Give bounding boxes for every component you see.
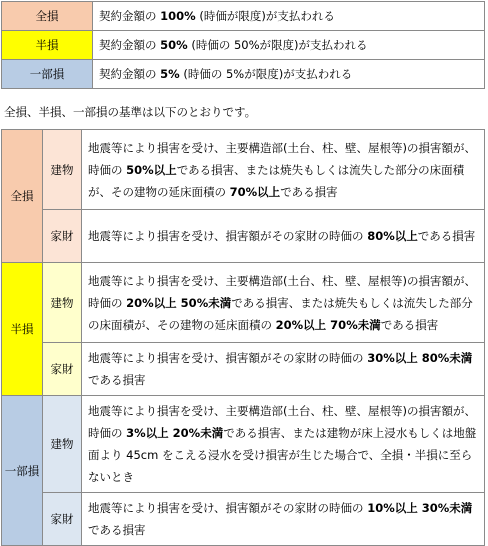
criteria-category-hanson: 半損 xyxy=(2,263,43,396)
desc-text: である損害、または焼失もしくは流失した部分の床面積が、その建物の延床面積の xyxy=(88,162,465,199)
summary-row-hanson xyxy=(2,31,485,60)
criteria-sub-household: 家財 xyxy=(43,343,82,396)
criteria-table xyxy=(1,129,485,546)
desc-text: である損害、または建物が床上浸水もしくは地盤面より 45cm をこえる浸水を受け損害が生じた場合で、全損・半損に至らないとき xyxy=(88,426,477,484)
desc-text: 地震等により損害を受け、損害額がその家財の時価の xyxy=(88,229,368,243)
desc-text: 地震等により損害を受け、主要構造部(土台、柱、壁、屋根等)の損害額が、時価の xyxy=(88,273,477,310)
criteria-row-hanson-household xyxy=(2,343,485,396)
criteria-desc-hanson-building xyxy=(82,263,485,343)
criteria-desc-hanson-household xyxy=(82,343,485,396)
criteria-sub-household: 家財 xyxy=(43,493,82,546)
summary-table xyxy=(1,1,485,89)
desc-text: 地震等により損害を受け、損害額がその家財の時価の xyxy=(88,351,368,365)
criteria-sub-building: 建物 xyxy=(43,263,82,343)
summary-desc-hanson xyxy=(93,31,485,60)
criteria-note: 全損、半損、一部損の基準は以下のとおりです。 xyxy=(4,105,257,119)
criteria-desc-ichibu-building xyxy=(82,396,485,493)
summary-category-hanson: 半損 xyxy=(2,31,93,60)
desc-text: 地震等により損害を受け、損害額がその家財の時価の xyxy=(88,501,368,515)
criteria-row-zenson-building xyxy=(2,130,485,210)
desc-text: である損害 xyxy=(88,523,146,537)
desc-text: 契約金額の xyxy=(99,9,161,23)
desc-bold: 20%以上 70%未満 xyxy=(275,317,381,332)
desc-text: (時価の 50%が限度)が支払われる xyxy=(187,38,368,52)
desc-bold: 20%以上 50%未満 xyxy=(126,295,232,310)
criteria-desc-zenson-household xyxy=(82,210,485,263)
criteria-category-zenson: 全損 xyxy=(2,130,43,263)
criteria-sub-building: 建物 xyxy=(43,130,82,210)
desc-bold: 80%以上 xyxy=(367,229,418,243)
criteria-desc-ichibu-household xyxy=(82,493,485,546)
desc-bold: 5% xyxy=(160,67,180,81)
criteria-row-zenson-household xyxy=(2,210,485,263)
criteria-sub-building: 建物 xyxy=(43,396,82,493)
desc-text: 地震等により損害を受け、主要構造部(土台、柱、壁、屋根等)の損害額が、時価の xyxy=(88,140,477,177)
desc-text: (時価が限度)が支払われる xyxy=(195,9,335,23)
summary-category-zenson: 全損 xyxy=(2,2,93,31)
summary-desc-ichibu xyxy=(93,60,485,89)
desc-bold: 50%以上 xyxy=(126,162,177,177)
desc-bold: 50% xyxy=(160,38,188,52)
desc-bold: 70%以上 xyxy=(229,184,281,199)
criteria-desc-zenson-building xyxy=(82,130,485,210)
desc-bold: 10%以上 30%未満 xyxy=(367,501,473,515)
summary-category-ichibu: 一部損 xyxy=(2,60,93,89)
criteria-row-hanson-building xyxy=(2,263,485,343)
desc-text: 地震等により損害を受け、主要構造部(土台、柱、壁、屋根等)の損害額が、時価の xyxy=(88,404,477,440)
summary-row-ichibu xyxy=(2,60,485,89)
desc-text: である損害、または焼失もしくは流失した部分の床面積が、その建物の延床面積の xyxy=(88,295,473,332)
desc-bold: 30%以上 80%未満 xyxy=(367,351,473,365)
criteria-sub-household: 家財 xyxy=(43,210,82,263)
desc-text: 契約金額の xyxy=(99,38,161,52)
desc-text: (時価の 5%が限度)が支払われる xyxy=(179,67,353,81)
summary-row-zenson xyxy=(2,2,485,31)
desc-bold: 100% xyxy=(160,9,196,23)
desc-text: である損害 xyxy=(380,317,439,332)
desc-text: である損害 xyxy=(417,229,476,243)
desc-bold: 3%以上 20%未満 xyxy=(126,426,224,440)
criteria-category-ichibu: 一部損 xyxy=(2,396,43,546)
criteria-row-ichibu-building xyxy=(2,396,485,493)
criteria-row-ichibu-household xyxy=(2,493,485,546)
desc-text: 契約金額の xyxy=(99,67,161,81)
summary-desc-zenson xyxy=(93,2,485,31)
desc-text: である損害 xyxy=(88,373,146,387)
desc-text: である損害 xyxy=(280,184,338,199)
